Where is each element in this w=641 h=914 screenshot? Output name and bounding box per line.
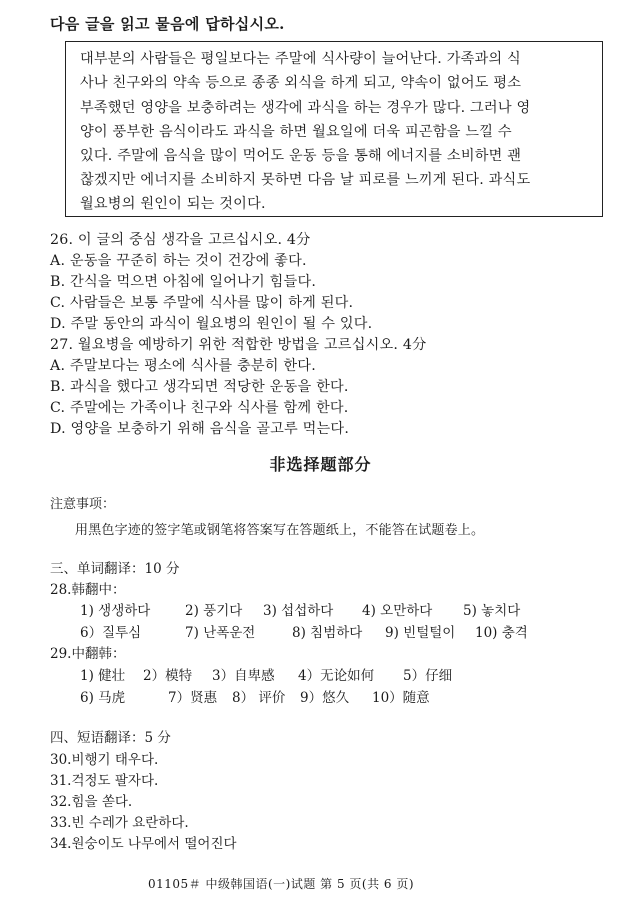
- q28-label: 28.韩翻中：: [50, 582, 126, 598]
- q28-item: 3) 섭섭하다: [263, 603, 334, 619]
- q29-item: 3）自卑感: [212, 668, 275, 684]
- phrase-item: 34.원숭이도 나무에서 떨어진다: [50, 836, 237, 852]
- q28-item: 5) 놓치다: [463, 603, 521, 619]
- notice-text: 用黑色字迹的签字笔或钢笔将答案写在答题纸上，不能答在试题卷上。: [75, 523, 485, 538]
- question-26-stem: 26. 이 글의 중심 생각을 고르십시오. 4分: [50, 232, 311, 248]
- q29-item: 10）随意: [372, 690, 430, 706]
- page-footer: 01105＃ 中级韩国语(一)试题 第 5 页(共 6 页): [148, 877, 415, 891]
- notice-label: 注意事项：: [50, 497, 116, 512]
- part4-heading: 四、短语翻译：5 分: [50, 730, 171, 746]
- question-26-option-c: C. 사람들은 보통 주말에 식사를 많이 하게 된다.: [50, 295, 354, 311]
- q28-item: 7) 난폭운전: [185, 625, 256, 641]
- q29-item: 8） 评价: [232, 690, 286, 706]
- question-27-option-a: A. 주말보다는 평소에 식사를 충분히 한다.: [50, 358, 316, 374]
- part3-heading: 三、单词翻译：10 分: [50, 561, 180, 577]
- q28-item: 9) 빈털털이: [385, 625, 456, 641]
- reading-instruction: 다음 글을 읽고 물음에 답하십시오.: [50, 15, 285, 33]
- q28-item: 1) 생생하다: [80, 603, 151, 619]
- q29-item: 2）模特: [143, 668, 193, 684]
- q29-item: 9）悠久: [300, 690, 350, 706]
- question-26-option-a: A. 운동을 꾸준히 하는 것이 건강에 좋다.: [50, 253, 307, 269]
- phrase-item: 32.힘을 쏟다.: [50, 794, 133, 810]
- q28-item: 10) 충격: [475, 625, 528, 641]
- question-27-stem: 27. 월요병을 예방하기 위한 적합한 방법을 고르십시오. 4分: [50, 337, 427, 353]
- passage-line: 사나 친구와의 약속 등으로 종종 외식을 하게 되고, 약속이 없어도 평소: [80, 75, 522, 91]
- q29-label: 29.中翻韩：: [50, 646, 126, 662]
- passage-line: 양이 풍부한 음식이라도 과식을 하면 월요일에 더욱 피곤함을 느낄 수: [80, 124, 512, 140]
- phrase-item: 30.비행기 태우다.: [50, 752, 159, 768]
- q29-item: 4）无论如何: [298, 668, 375, 684]
- q28-item: 8) 침범하다: [292, 625, 363, 641]
- q29-item: 7）贤惠: [168, 690, 218, 706]
- q29-item: 1) 健壮: [80, 668, 126, 684]
- question-26-option-b: B. 간식을 먹으면 아침에 일어나기 힘들다.: [50, 274, 317, 290]
- phrase-item: 31.걱정도 팔자다.: [50, 773, 159, 789]
- phrase-item: 33.빈 수레가 요란하다.: [50, 815, 189, 831]
- q28-item: 2) 풍기다: [185, 603, 243, 619]
- passage-line: 부족했던 영양을 보충하려는 생각에 과식을 하는 경우가 많다. 그러나 영: [80, 100, 531, 116]
- question-27-option-c: C. 주말에는 가족이나 친구와 식사를 함께 한다.: [50, 400, 349, 416]
- question-27-option-b: B. 과식을 했다고 생각되면 적당한 운동을 한다.: [50, 379, 349, 395]
- passage-line: 월요병의 원인이 되는 것이다.: [80, 196, 266, 212]
- section-title: 非选择题部分: [269, 455, 372, 474]
- passage-line: 찮겠지만 에너지를 소비하지 못하면 다음 날 피로를 느끼게 된다. 과식도: [80, 172, 531, 188]
- q29-item: 5）仔细: [403, 668, 453, 684]
- passage-line: 대부분의 사람들은 평일보다는 주말에 식사량이 늘어난다. 가족과의 식: [80, 51, 521, 67]
- q29-item: 6) 马虎: [80, 690, 126, 706]
- question-27-option-d: D. 영양을 보충하기 위해 음식을 골고루 먹는다.: [50, 421, 350, 437]
- q28-item: 6）질투심: [80, 625, 142, 641]
- q28-item: 4) 오만하다: [362, 603, 433, 619]
- passage-line: 있다. 주말에 음식을 많이 먹어도 운동 등을 통해 에너지를 소비하면 괜: [80, 148, 522, 164]
- question-26-option-d: D. 주말 동안의 과식이 월요병의 원인이 될 수 있다.: [50, 316, 373, 332]
